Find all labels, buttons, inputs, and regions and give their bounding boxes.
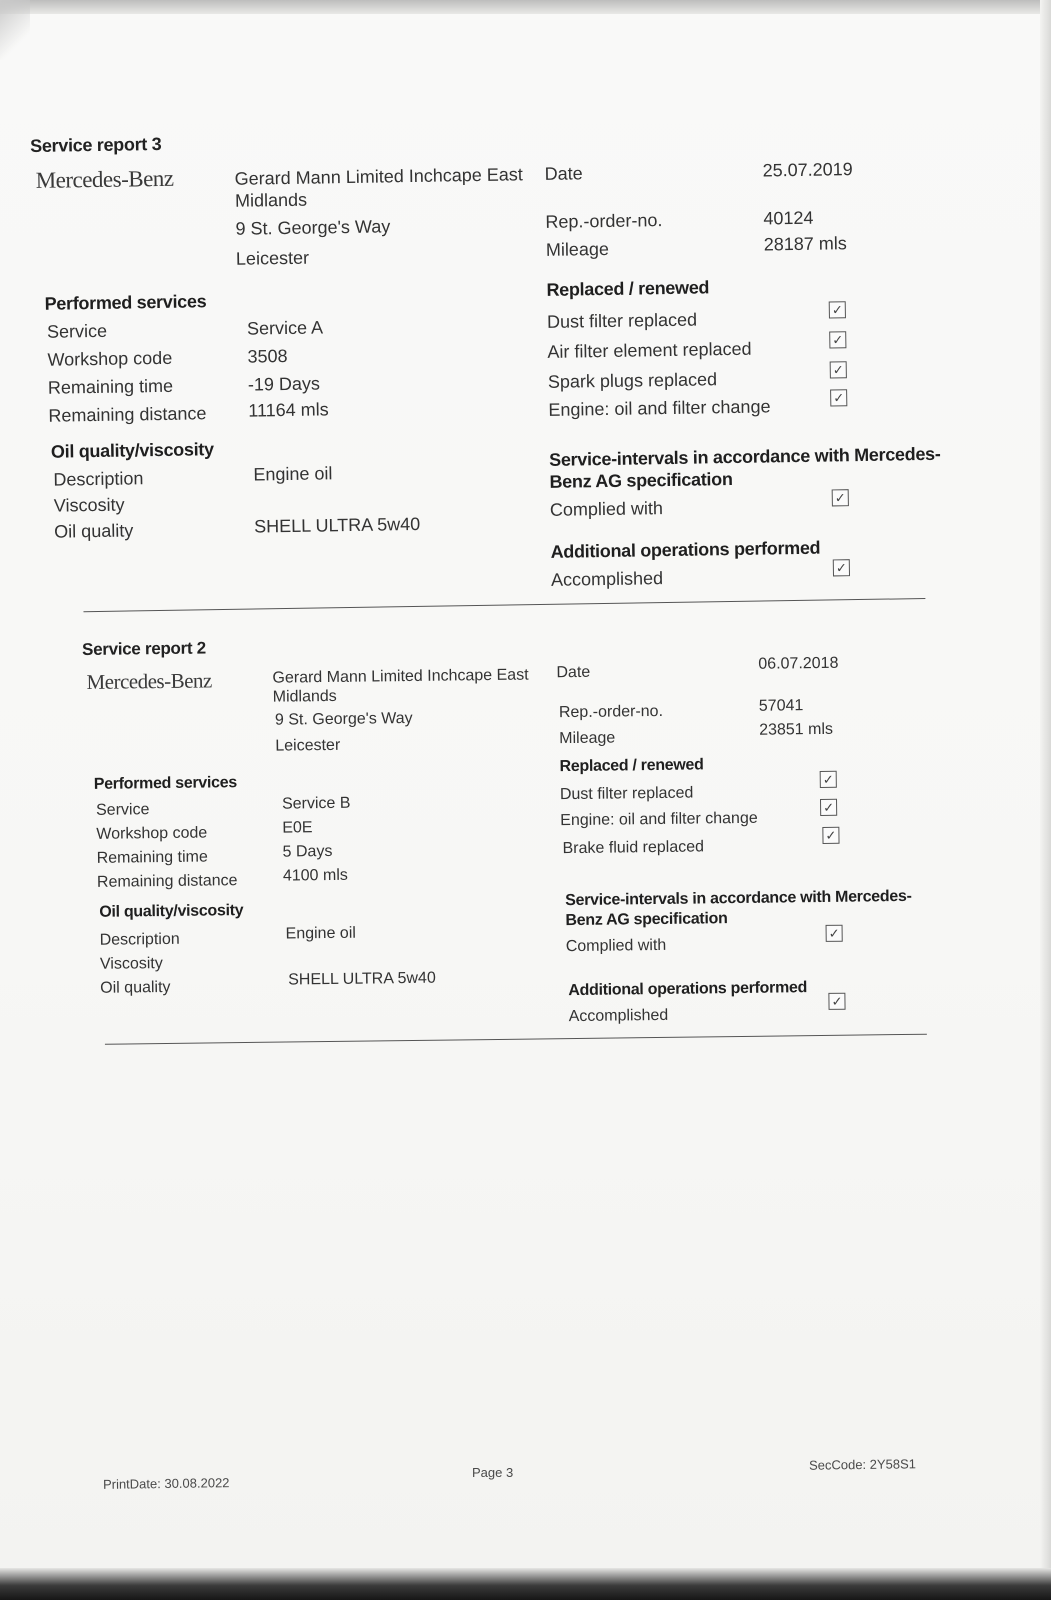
dealer-city: Leicester — [275, 736, 341, 755]
checkbox-checked-icon: ✓ — [832, 489, 849, 506]
replaced-item: Air filter element replaced — [547, 338, 752, 362]
description-value: Engine oil — [253, 463, 333, 485]
checkbox-checked-icon: ✓ — [822, 827, 839, 844]
performed-services-heading: Performed services — [93, 774, 237, 793]
mileage-value: 23851 mls — [759, 720, 834, 739]
accomplished-label: Accomplished — [568, 1006, 669, 1026]
service-label: Service — [46, 320, 108, 342]
mileage-value: 28187 mls — [763, 233, 848, 255]
replaced-item: Dust filter replaced — [559, 784, 694, 804]
brand-logo-text: Mercedes-Benz — [86, 668, 212, 694]
replaced-item: Engine: oil and filter change — [560, 809, 758, 830]
dealer-region: Midlands — [234, 189, 308, 211]
workshop-code-label: Workshop code — [96, 824, 208, 843]
remaining-distance-value: 4100 mls — [282, 866, 348, 885]
complied-with-label: Complied with — [549, 498, 664, 520]
corner-shadow — [0, 0, 30, 60]
dealer-street: 9 St. George's Way — [235, 216, 391, 239]
date-label: Date — [544, 163, 583, 184]
order-label: Rep.-order-no. — [558, 702, 664, 722]
remaining-time-label: Remaining time — [96, 848, 208, 867]
checkbox-checked-icon: ✓ — [820, 771, 837, 788]
checkbox-checked-icon: ✓ — [826, 925, 843, 942]
viscosity-label: Viscosity — [99, 955, 163, 973]
dealer-street: 9 St. George's Way — [274, 709, 413, 729]
remaining-time-value: -19 Days — [247, 373, 321, 395]
replaced-heading: Replaced / renewed — [559, 756, 704, 776]
workshop-code-value: 3508 — [247, 345, 288, 367]
oil-quality-value: SHELL ULTRA 5w40 — [254, 513, 421, 537]
additional-operations-heading: Additional operations performed — [550, 537, 821, 562]
intervals-heading-cont: Benz AG specification — [565, 910, 728, 930]
intervals-heading: Service-intervals in accordance with Mercedes- — [548, 443, 941, 470]
workshop-code-label: Workshop code — [47, 347, 173, 370]
section-divider — [105, 1034, 927, 1045]
page-number: Page 3 — [472, 1465, 514, 1480]
dealer-city: Leicester — [235, 247, 310, 269]
replaced-item: Engine: oil and filter change — [548, 396, 771, 420]
checkbox-checked-icon: ✓ — [828, 993, 845, 1010]
report-title: Service report 3 — [30, 133, 162, 156]
checkbox-checked-icon: ✓ — [829, 331, 846, 348]
date-label: Date — [556, 663, 591, 682]
intervals-heading: Service-intervals in accordance with Mercedes- — [565, 887, 912, 910]
oil-quality-label: Oil quality — [100, 978, 171, 997]
additional-operations-heading: Additional operations performed — [568, 979, 808, 1000]
order-value: 57041 — [758, 697, 804, 715]
service-value: Service B — [281, 794, 351, 813]
dealer-name: Gerard Mann Limited Inchcape East — [234, 164, 523, 189]
order-label: Rep.-order-no. — [545, 210, 663, 232]
viscosity-label: Viscosity — [53, 494, 125, 516]
replaced-item: Dust filter replaced — [546, 309, 698, 332]
mileage-label: Mileage — [559, 729, 616, 748]
performed-services-heading: Performed services — [44, 291, 207, 314]
dealer-region: Midlands — [272, 687, 337, 706]
service-report-2 — [82, 629, 947, 1059]
top-edge-shadow — [0, 0, 1051, 14]
oil-quality-value: SHELL ULTRA 5w40 — [288, 969, 436, 989]
remaining-distance-label: Remaining distance — [48, 403, 207, 426]
date-value: 25.07.2019 — [762, 159, 853, 181]
section-divider — [83, 598, 925, 612]
oil-quality-heading: Oil quality/viscosity — [99, 902, 244, 921]
oil-quality-heading: Oil quality/viscosity — [50, 439, 214, 462]
checkbox-checked-icon: ✓ — [829, 301, 846, 318]
report-title: Service report 2 — [82, 638, 206, 659]
print-date: PrintDate: 30.08.2022 — [102, 1475, 230, 1492]
replaced-item: Brake fluid replaced — [562, 838, 705, 858]
remaining-time-value: 5 Days — [282, 842, 333, 861]
replaced-item: Spark plugs replaced — [547, 369, 718, 392]
remaining-time-label: Remaining time — [47, 375, 174, 398]
complied-with-label: Complied with — [565, 936, 667, 956]
remaining-distance-value: 11164 mls — [248, 399, 329, 421]
date-value: 06.07.2018 — [758, 654, 839, 673]
dealer-name: Gerard Mann Limited Inchcape East — [272, 666, 529, 687]
description-value: Engine oil — [285, 924, 356, 943]
replaced-heading: Replaced / renewed — [546, 277, 710, 300]
description-label: Description — [99, 930, 180, 949]
intervals-heading-cont: Benz AG specification — [549, 469, 733, 492]
order-value: 40124 — [763, 207, 814, 229]
oil-quality-label: Oil quality — [54, 520, 134, 542]
mileage-label: Mileage — [545, 238, 610, 260]
checkbox-checked-icon: ✓ — [830, 361, 847, 378]
brand-logo-text: Mercedes-Benz — [35, 165, 174, 193]
checkbox-checked-icon: ✓ — [820, 799, 837, 816]
description-label: Description — [53, 468, 144, 490]
checkbox-checked-icon: ✓ — [833, 559, 850, 576]
bottom-edge-shadow — [0, 1568, 1051, 1600]
remaining-distance-label: Remaining distance — [96, 872, 238, 891]
service-label: Service — [95, 801, 150, 819]
service-value: Service A — [246, 317, 324, 339]
workshop-code-value: E0E — [282, 819, 313, 837]
right-edge-shadow — [1040, 0, 1051, 1600]
service-report-3 — [30, 122, 958, 626]
accomplished-label: Accomplished — [550, 568, 664, 590]
security-code: SecCode: 2Y58S1 — [808, 1456, 917, 1473]
checkbox-checked-icon: ✓ — [830, 389, 847, 406]
